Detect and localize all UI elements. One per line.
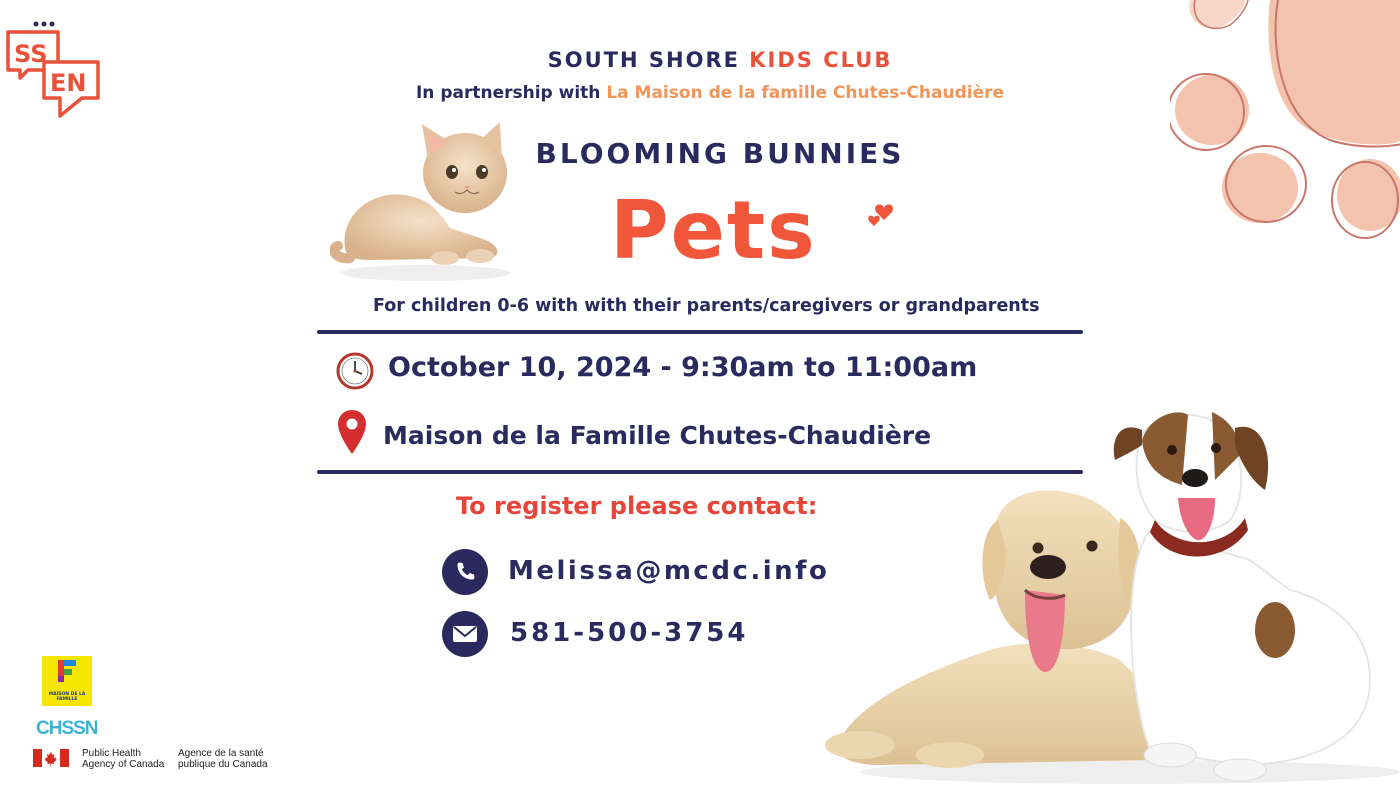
divider (317, 330, 1083, 334)
contact-email[interactable]: Melissa@mcdc.info (508, 556, 830, 586)
phac-name-english: Public Health Agency of Canada (82, 748, 165, 770)
club-title-accent: KIDS CLUB (749, 48, 893, 72)
club-title (0, 48, 1400, 72)
phac-name-french: Agence de la santé publique du Canada (178, 748, 268, 770)
register-heading: To register please contact: (456, 492, 818, 520)
paw-print-decoration (1170, 0, 1400, 240)
partner-name: La Maison de la famille Chutes-Chaudière (606, 83, 1005, 103)
canada-flag-icon (33, 749, 69, 767)
audience-text: For children 0-6 with with their parents/caregivers or grandparents (373, 296, 1040, 316)
location-pin-icon (336, 408, 368, 456)
event-datetime: October 10, 2024 - 9:30am to 11:00am (388, 352, 978, 383)
chssn-logo: CHSSN (36, 718, 98, 739)
partnership-line (0, 83, 1400, 103)
partnership-prefix: In partnership with (415, 83, 601, 103)
ssen-logo-en: EN (50, 69, 87, 97)
event-location: Maison de la Famille Chutes-Chaudière (383, 421, 932, 450)
maison-logo-text: MAISON DE LA FAMILLE (48, 692, 86, 702)
phone-icon (442, 549, 488, 595)
event-theme: Pets (610, 184, 817, 277)
event-name: BLOOMING BUNNIES (535, 137, 905, 170)
mail-icon (442, 611, 488, 657)
clock-icon (336, 352, 374, 390)
ssen-logo-ss: SS (14, 40, 48, 68)
club-title-main: SOUTH SHORE (547, 48, 740, 72)
contact-phone[interactable]: 581-500-3754 (510, 618, 749, 648)
kitten-image (330, 118, 515, 283)
maison-famille-logo (42, 656, 92, 706)
dogs-image (820, 400, 1400, 787)
hearts-icon (864, 198, 904, 238)
